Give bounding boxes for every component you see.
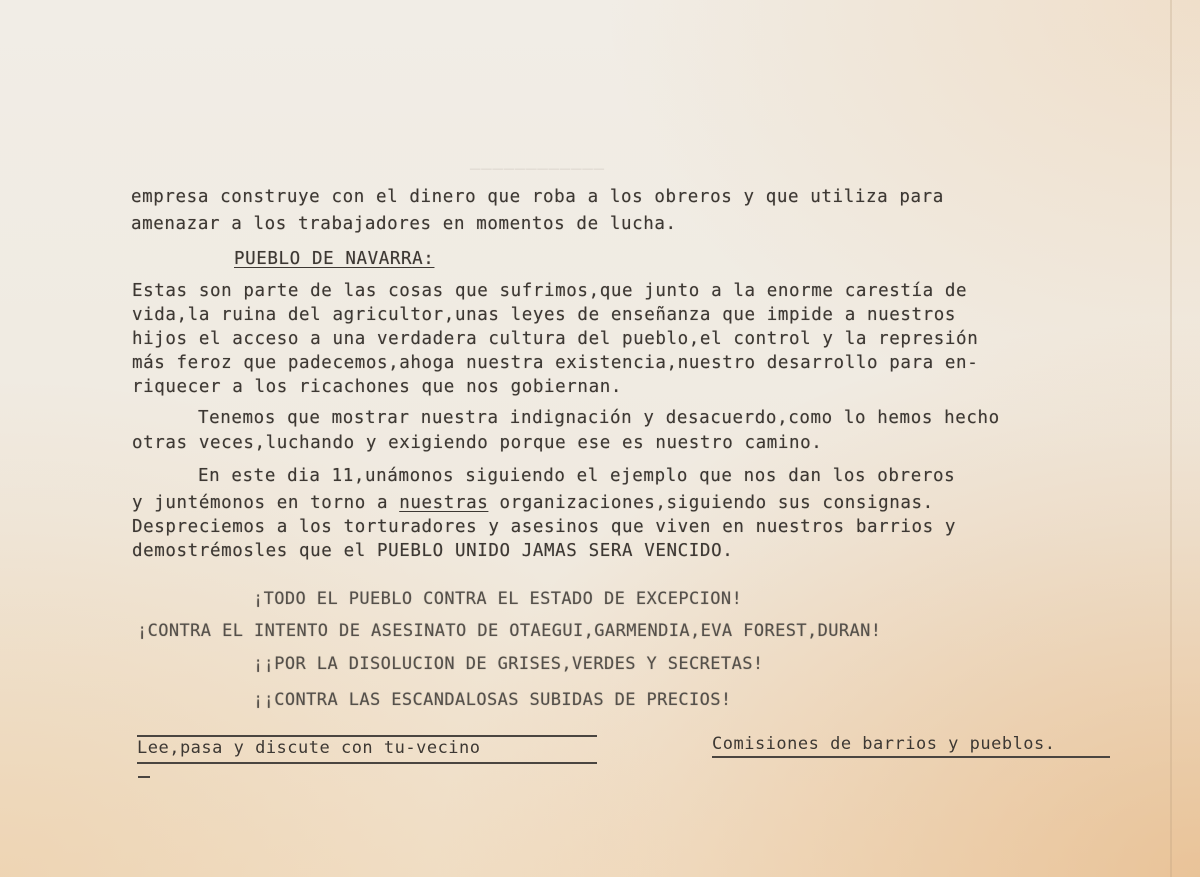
text-line: empresa construye con el dinero que roba a los obreros y que utiliza para (131, 187, 944, 207)
text-line: amenazar a los trabajadores en momentos de lucha. (131, 214, 677, 234)
section-heading: PUEBLO DE NAVARRA: (234, 249, 435, 269)
text-line: otras veces,luchando y exigiendo porque ese es nuestro camino. (132, 433, 823, 453)
text-segment: organizaciones,siguiendo sus consignas. (488, 493, 934, 513)
bleed-through-texture: ──────────── (470, 160, 605, 180)
footer-left-text: Lee,pasa y discute con tu-vecino (137, 738, 481, 758)
text-line: Tenemos que mostrar nuestra indignación y desacuerdo,como lo hemos hecho (198, 408, 1000, 428)
text-line: demostrémosles que el PUEBLO UNIDO JAMAS SERA VENCIDO. (132, 541, 734, 561)
text-line: vida,la ruina del agricultor,unas leyes de enseñanza que impide a nuestros (132, 305, 957, 325)
footer-left-underline (137, 762, 597, 764)
text-line: En este dia 11,unámonos siguiendo el ejemplo que nos dan los obreros (198, 466, 956, 486)
text-line: Estas son parte de las cosas que sufrimos,que junto a la enorme carestía de (132, 281, 968, 301)
text-line: Despreciemos a los torturadores y asesinos que viven en nuestros barrios y (132, 517, 957, 537)
text-line: hijos el acceso a una verdadera cultura del pueblo,el control y la represión (132, 329, 979, 349)
footer-top-rule (137, 735, 597, 737)
slogan: ¡¡POR LA DISOLUCION DE GRISES,VERDES Y SECRETAS! (253, 654, 764, 674)
text-line: más feroz que padecemos,ahoga nuestra existencia,nuestro desarrollo para en- (132, 353, 979, 373)
footer-right-underline (712, 756, 1110, 758)
underlined-word: nuestras (399, 493, 489, 513)
paper-fold-edge (1170, 0, 1172, 877)
text-line: riquecer a los ricachones que nos gobiernan. (132, 377, 622, 397)
text-line (132, 493, 934, 513)
text-segment: y juntémonos en torno a (132, 493, 400, 513)
slogan: ¡CONTRA EL INTENTO DE ASESINATO DE OTAEGUI,GARMENDIA,EVA FOREST,DURAN! (137, 621, 882, 641)
footer-dash (138, 776, 150, 778)
slogan: ¡¡CONTRA LAS ESCANDALOSAS SUBIDAS DE PRECIOS! (253, 690, 732, 710)
footer-right-text: Comisiones de barrios y pueblos. (712, 734, 1056, 754)
slogan: ¡TODO EL PUEBLO CONTRA EL ESTADO DE EXCEPCION! (253, 589, 743, 609)
